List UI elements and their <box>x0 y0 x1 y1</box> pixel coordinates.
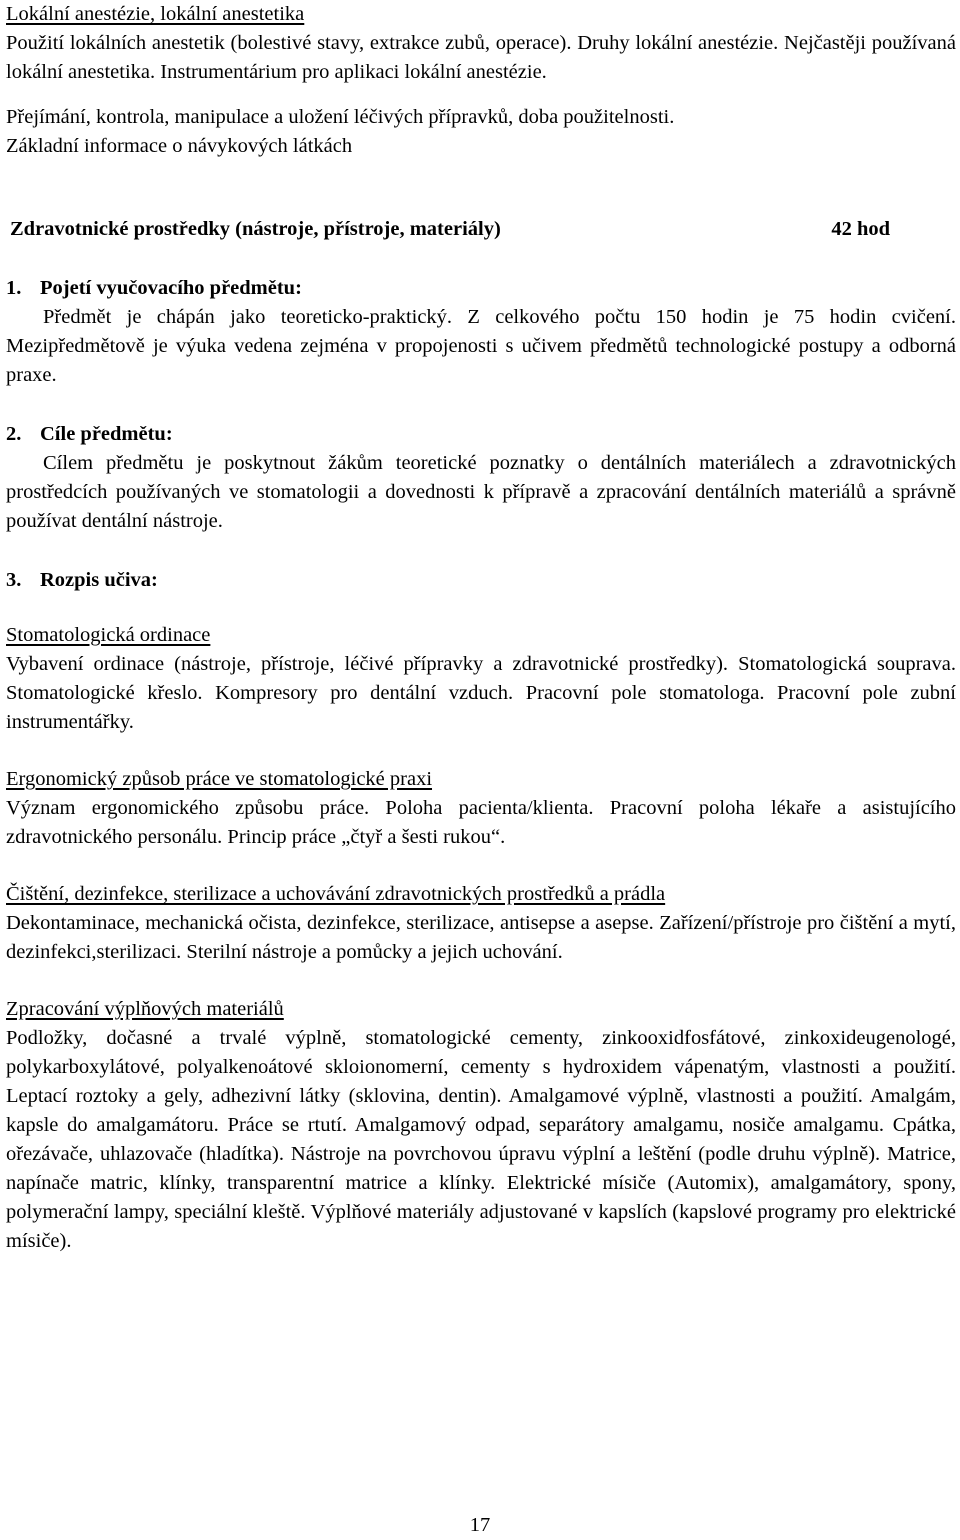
topic-text: Podložky, dočasné a trvalé výplně, stomatologické cementy, zinkooxidfosfátové, zinkoxideugenologé, polykarboxylátové, polyalkenoátové skloionomerní, cementy s hydroxidem vápenatým, vlastnosti a použití. Leptací roztoky a gely, adhezivní látky (sklovina, dentin). Amalgamové výplně, vlastnosti a použití. Amalgám, kapsle do amalgamátoru. Práce se rtutí. Amalgamový odpad, separátory amalgamu, nosiče amalgamu. Cpátka, ořezávače, uhlazovače (hladítka). Nástroje na povrchovou úpravu výplní a leštění (podle druhu výplně). Matrice, napínače matric, klínky, transparentní matrice a klínky. Elektrické mísiče (Automix), amalgamátory, spony, polymerační lampy, speciální kleště. Výplňové materiály adjustované v kapslích (kapslové programy pro elektrické mísiče). <box>6 1027 956 1252</box>
subject-header <box>6 215 956 244</box>
section-2-title: Cíle předmětu: <box>40 423 173 445</box>
topic-filling-materials <box>6 995 956 1256</box>
topic-text: Význam ergonomického způsobu práce. Poloha pacienta/klienta. Pracovní poloha lékaře a asistujícího zdravotnického personálu. Princip práce „čtyř a šesti rukou“. <box>6 797 956 848</box>
intro-block <box>6 0 956 161</box>
section-3-heading <box>6 566 956 595</box>
section-3 <box>6 566 956 595</box>
section-1-title: Pojetí vyučovacího předmětu: <box>40 277 302 299</box>
topic-heading: Ergonomický způsob práce ve stomatologické praxi <box>6 768 433 790</box>
section-2-number: 2. <box>6 423 22 445</box>
subject-hours: 42 hod <box>831 218 890 240</box>
intro-text-medicines: Přejímání, kontrola, manipulace a uložení léčivých přípravků, doba použitelnosti. <box>6 106 675 128</box>
topic-text: Dekontaminace, mechanická očista, dezinfekce, sterilizace, antisepse a asepse. Zařízení/přístroje pro čištění a mytí, dezinfekci,sterilizaci. Sterilní nástroje a pomůcky a jejich uchování. <box>6 912 956 963</box>
section-2-heading <box>6 420 956 449</box>
intro-text-addictive: Základní informace o návykových látkách <box>6 135 353 157</box>
section-1-number: 1. <box>6 277 22 299</box>
section-3-number: 3. <box>6 569 22 591</box>
topic-heading: Čištění, dezinfekce, sterilizace a uchovávání zdravotnických prostředků a prádla <box>6 883 666 905</box>
topic-sterilization <box>6 880 956 967</box>
section-1-heading <box>6 274 956 303</box>
document-page <box>6 0 956 1256</box>
section-2-text: Cílem předmětu je poskytnout žákům teoretické poznatky o dentálních materiálech a zdravotnických prostředcích používaných ve stomatologii a dovednosti k přípravě a zpracování dentálních materiálů a správně používat dentální nástroje. <box>6 452 956 532</box>
section-1 <box>6 274 956 390</box>
subject-title: Zdravotnické prostředky (nástroje, přístroje, materiály) <box>10 218 501 240</box>
section-2 <box>6 420 956 536</box>
section-3-title: Rozpis učiva: <box>40 569 158 591</box>
intro-text: Použití lokálních anestetik (bolestivé stavy, extrakce zubů, operace). Druhy lokální anestézie. Nejčastěji používaná lokální anestetika. Instrumentárium pro aplikaci lokální anestézie. <box>6 32 956 83</box>
topic-heading: Stomatologická ordinace <box>6 624 211 646</box>
topic-ordinace <box>6 621 956 737</box>
topic-ergonomics <box>6 765 956 852</box>
topic-heading: Zpracování výplňových materiálů <box>6 998 284 1020</box>
section-1-text: Předmět je chápán jako teoreticko-praktický. Z celkového počtu 150 hodin je 75 hodin cvičení. Mezipředmětově je výuka vedena zejména v propojenosti s učivem předmětů technologické postupy a odborná praxe. <box>6 306 956 386</box>
page-number: 17 <box>469 1514 491 1536</box>
intro-heading: Lokální anestézie, lokální anestetika <box>6 3 305 25</box>
topic-text: Vybavení ordinace (nástroje, přístroje, léčivé přípravky a zdravotnické prostředky). Stomatologická souprava. Stomatologické křeslo. Kompresory pro dentální vzduch. Pracovní pole stomatologa. Pracovní pole zubní instrumentářky. <box>6 653 956 733</box>
